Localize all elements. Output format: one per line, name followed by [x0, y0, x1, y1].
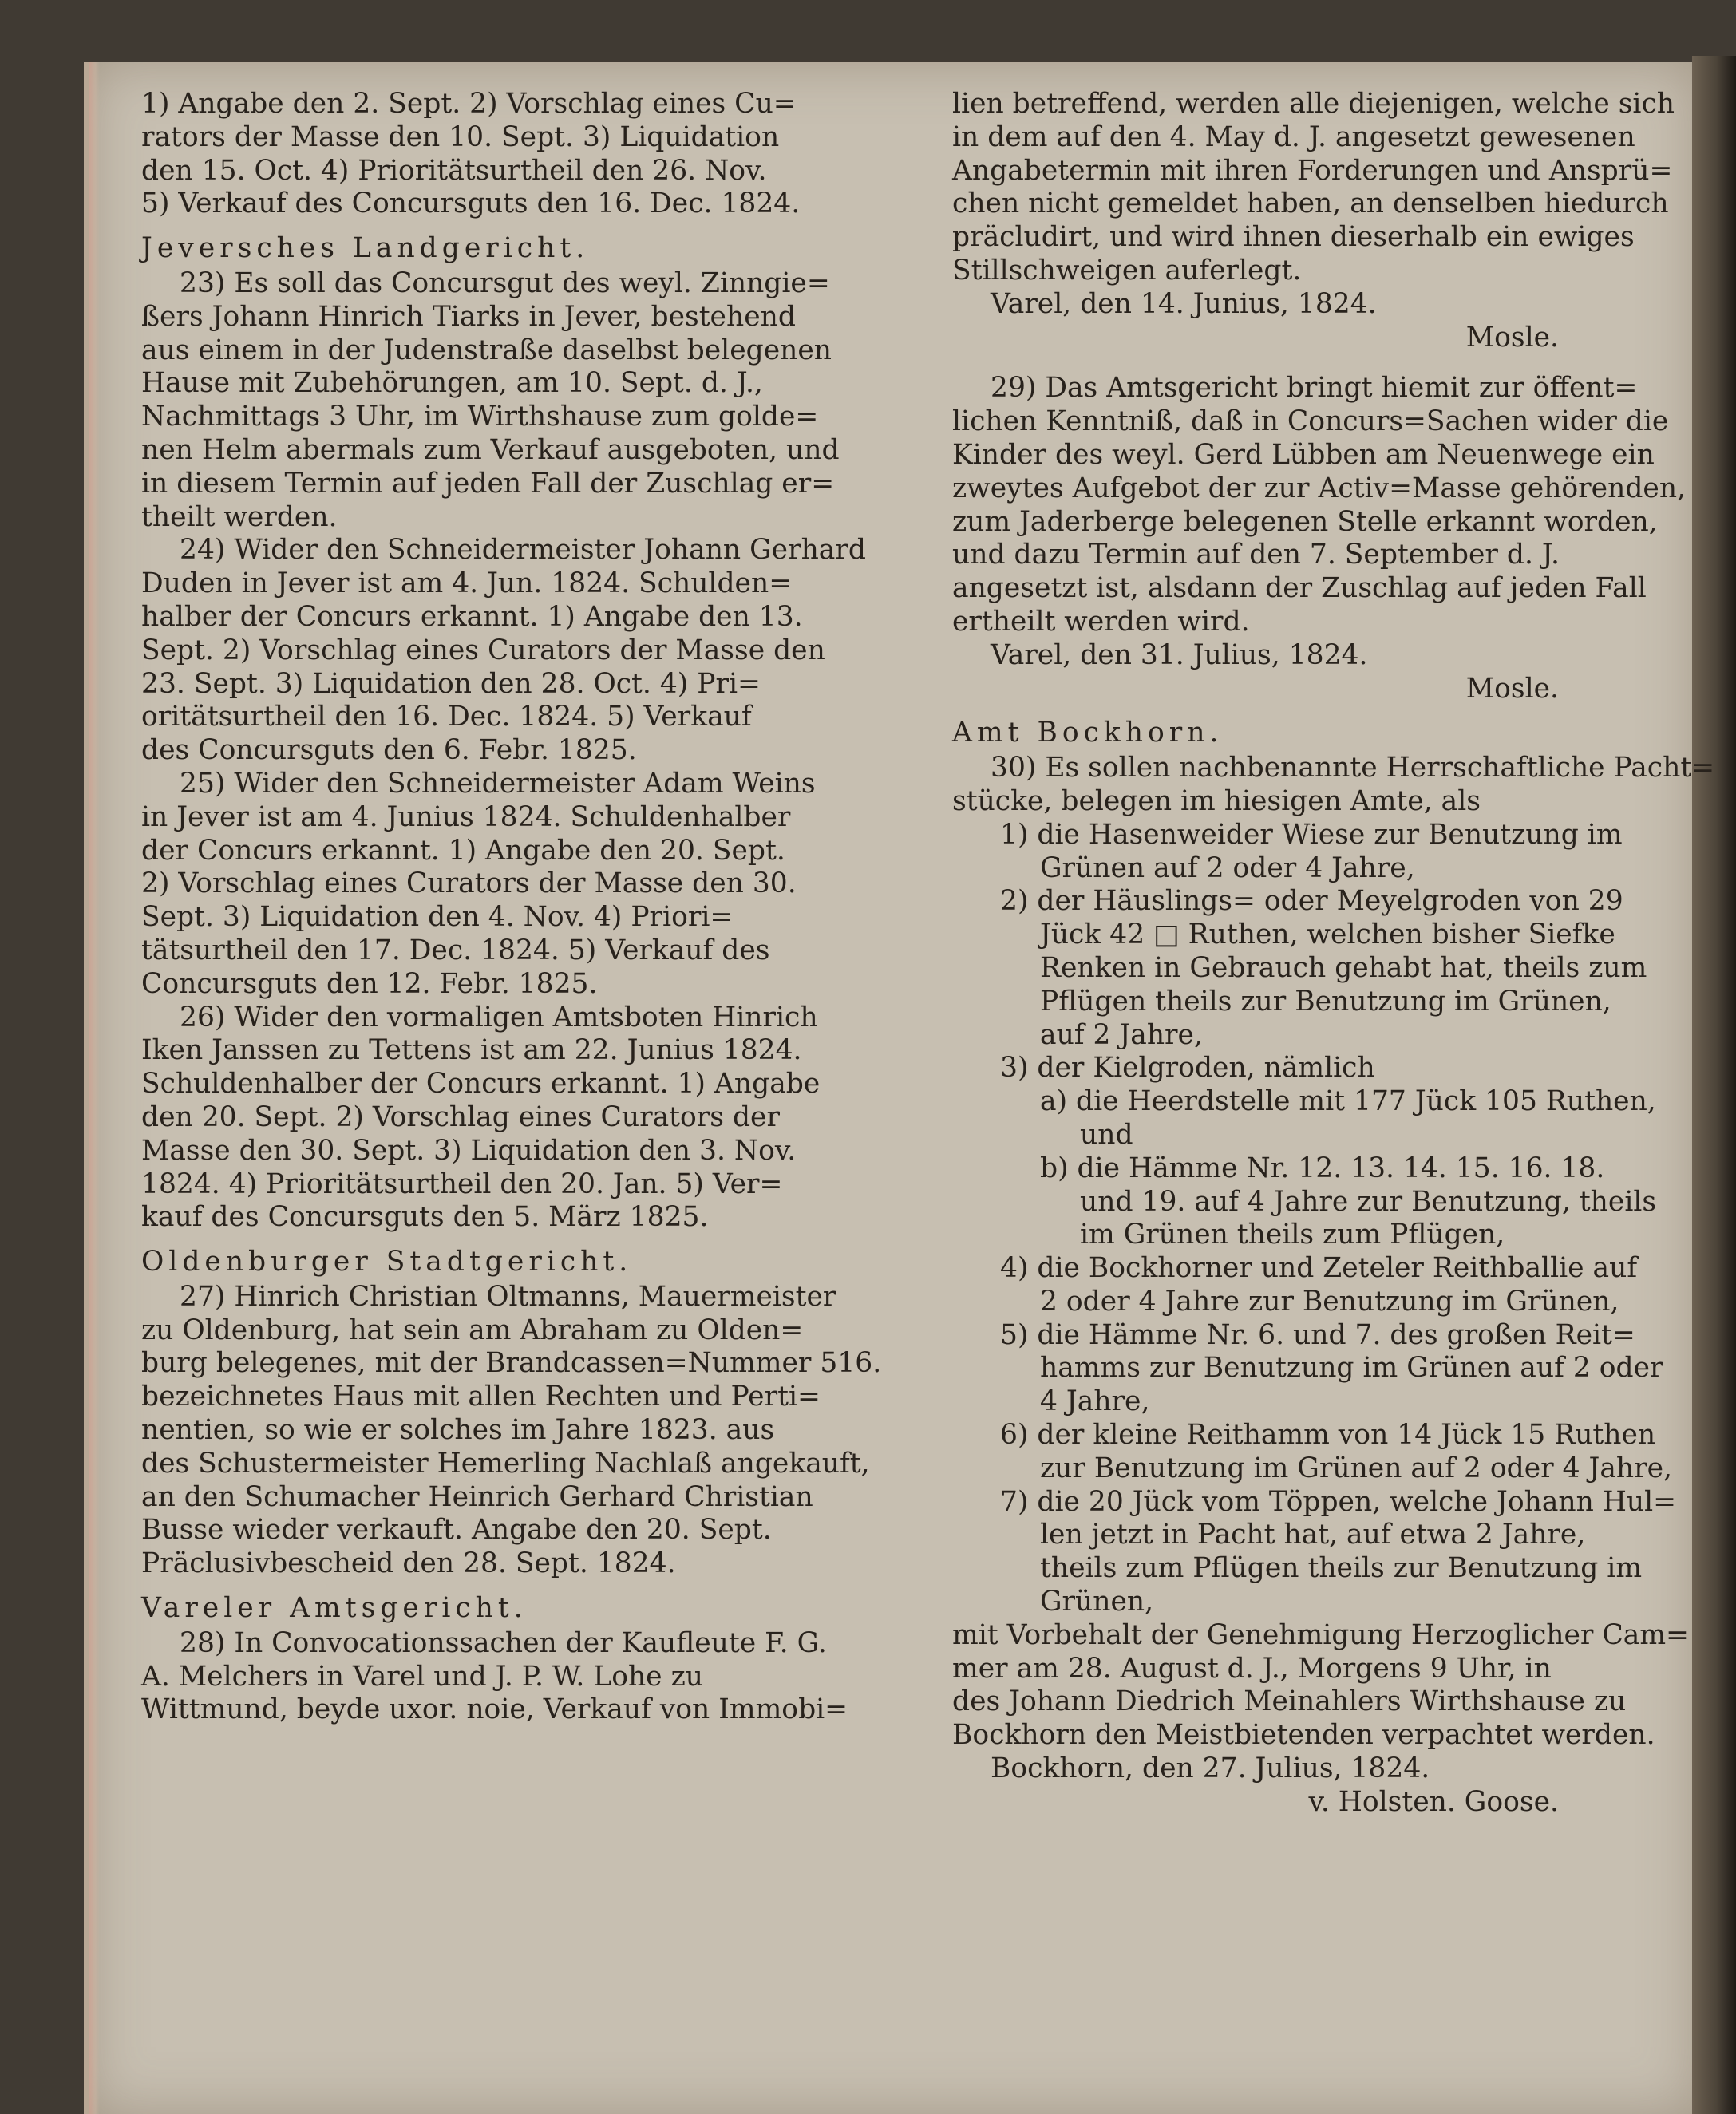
text-line: Concursguts den 12. Febr. 1825.: [141, 967, 598, 1000]
signature-line: Mosle.: [1465, 672, 1559, 705]
section-heading: Jeversches Landgericht.: [141, 232, 590, 265]
sub-list-item-continuation: und 19. auf 4 Jahre zur Benutzung, theils: [1080, 1185, 1657, 1218]
section-heading: Oldenburger Stadtgericht.: [141, 1246, 633, 1278]
text-line: A. Melchers in Varel und J. P. W. Lohe zu: [141, 1660, 703, 1693]
text-line: chen nicht gemeldet haben, an denselben hiedurch: [952, 188, 1669, 220]
text-line: 1824. 4) Prioritätsurtheil den 20. Jan. 5) Ver=: [141, 1168, 783, 1200]
text-line: Duden in Jever ist am 4. Jun. 1824. Schulden=: [141, 567, 793, 600]
text-line: nentien, so wie er solches im Jahre 1823. aus: [141, 1414, 775, 1447]
paragraph-start-line: 27) Hinrich Christian Oltmanns, Mauermeister: [180, 1280, 836, 1313]
text-line: in Jever ist am 4. Junius 1824. Schuldenhalber: [141, 800, 791, 833]
sub-list-item-continuation: und: [1080, 1118, 1133, 1151]
signature-line: Mosle.: [1465, 321, 1559, 354]
text-line: 2) Vorschlag eines Curators der Masse den 30.: [141, 867, 797, 900]
list-item: 2) der Häuslings= oder Meyelgroden von 29: [1000, 885, 1623, 918]
list-item-continuation: 2 oder 4 Jahre zur Benutzung im Grünen,: [1040, 1285, 1619, 1318]
text-line: ßers Johann Hinrich Tiarks in Jever, bestehend: [141, 300, 796, 333]
sub-list-item: a) die Heerdstelle mit 177 Jück 105 Ruthen,: [1040, 1085, 1656, 1118]
list-item-continuation: Renken in Gebrauch gehabt hat, theils zum: [1040, 951, 1647, 984]
text-line: in dem auf den 4. May d. J. angesetzt gewesenen: [952, 121, 1635, 153]
paragraph-start-line: 29) Das Amtsgericht bringt hiemit zur öffent=: [991, 372, 1638, 405]
text-line: Nachmittags 3 Uhr, im Wirthshause zum golde=: [141, 401, 819, 433]
text-line: lien betreffend, werden alle diejenigen, welche sich: [952, 88, 1675, 120]
text-line: nen Helm abermals zum Verkauf ausgeboten, und: [141, 433, 840, 466]
text-line: kauf des Concursguts den 5. März 1825.: [141, 1201, 709, 1234]
text-line: Masse den 30. Sept. 3) Liquidation den 3. Nov.: [141, 1134, 797, 1167]
list-item-continuation: Grünen,: [1040, 1586, 1154, 1618]
text-line: Stillschweigen auferlegt.: [952, 254, 1302, 286]
left-column: [141, 88, 939, 1727]
list-item-continuation: 4 Jahre,: [1040, 1385, 1150, 1418]
text-line: Angabetermin mit ihren Forderungen und Ansprü=: [952, 154, 1673, 187]
paragraph-start-line: 23) Es soll das Concursgut des weyl. Zinngie=: [180, 267, 830, 299]
text-line: ertheilt werden wird.: [952, 605, 1250, 638]
text-line: 5) Verkauf des Concursguts den 16. Dec. 1824.: [141, 188, 801, 220]
paragraph-start-line: Bockhorn, den 27. Julius, 1824.: [991, 1752, 1430, 1785]
sub-list-item: b) die Hämme Nr. 12. 13. 14. 15. 16. 18.: [1040, 1152, 1605, 1184]
paragraph-start-line: Varel, den 31. Julius, 1824.: [991, 638, 1368, 671]
paragraph-start-line: 25) Wider den Schneidermeister Adam Weins: [180, 767, 816, 800]
text-line: Bockhorn den Meistbietenden verpachtet werden.: [952, 1719, 1655, 1752]
text-line: stücke, belegen im hiesigen Amte, als: [952, 784, 1481, 817]
paragraph-start-line: Varel, den 14. Junius, 1824.: [991, 287, 1377, 320]
text-line: des Schustermeister Hemerling Nachlaß angekauft,: [141, 1447, 870, 1480]
text-line: der Concurs erkannt. 1) Angabe den 20. Sept.: [141, 834, 785, 867]
text-line: bezeichnetes Haus mit allen Rechten und Perti=: [141, 1381, 821, 1413]
text-line: mer am 28. August d. J., Morgens 9 Uhr, in: [952, 1652, 1552, 1685]
sub-list-item-continuation: im Grünen theils zum Pflügen,: [1080, 1219, 1505, 1251]
list-item-continuation: auf 2 Jahre,: [1040, 1018, 1203, 1051]
text-line: aus einem in der Judenstraße daselbst belegenen: [141, 334, 832, 366]
list-item: 7) die 20 Jück vom Töppen, welche Johann Hul=: [1000, 1485, 1677, 1518]
text-line: lichen Kenntniß, daß in Concurs=Sachen wider die: [952, 405, 1669, 438]
list-item-continuation: Jück 42 □ Ruthen, welchen bisher Siefke: [1040, 919, 1615, 951]
list-item: 5) die Hämme Nr. 6. und 7. des großen Reit=: [1000, 1318, 1635, 1351]
list-item: 6) der kleine Reithamm von 14 Jück 15 Ruthen: [1000, 1419, 1656, 1452]
text-line: Wittmund, beyde uxor. noie, Verkauf von Immobi=: [141, 1693, 848, 1726]
section-heading: Vareler Amtsgericht.: [141, 1592, 528, 1625]
text-line: den 20. Sept. 2) Vorschlag eines Curators der: [141, 1100, 780, 1133]
list-item-continuation: len jetzt in Pacht hat, auf etwa 2 Jahre,: [1040, 1519, 1586, 1551]
text-line: 1) Angabe den 2. Sept. 2) Vorschlag eines Cu=: [141, 88, 797, 120]
book-spine-edge: [1692, 56, 1736, 2114]
text-line: zu Oldenburg, hat sein am Abraham zu Olden=: [141, 1314, 804, 1346]
signature-line: v. Holsten. Goose.: [1308, 1785, 1559, 1818]
text-line: 23. Sept. 3) Liquidation den 28. Oct. 4) Pri=: [141, 667, 761, 700]
text-line: präcludirt, und wird ihnen dieserhalb ein ewiges: [952, 221, 1635, 254]
text-line: halber der Concurs erkannt. 1) Angabe den 13.: [141, 600, 803, 633]
text-line: burg belegenes, mit der Brandcassen=Nummer 516.: [141, 1347, 882, 1380]
text-line: tätsurtheil den 17. Dec. 1824. 5) Verkauf des: [141, 934, 770, 966]
text-line: Iken Janssen zu Tettens ist am 22. Junius 1824.: [141, 1034, 802, 1067]
right-column: [952, 88, 1715, 1820]
text-line: rators der Masse den 10. Sept. 3) Liquidation: [141, 121, 780, 153]
list-item: 4) die Bockhorner und Zeteler Reithballie auf: [1000, 1252, 1638, 1285]
paragraph-start-line: 24) Wider den Schneidermeister Johann Gerhard: [180, 534, 866, 567]
text-line: Hause mit Zubehörungen, am 10. Sept. d. J.,: [141, 367, 763, 400]
list-item-continuation: zur Benutzung im Grünen auf 2 oder 4 Jahre,: [1040, 1452, 1672, 1484]
list-item-continuation: hamms zur Benutzung im Grünen auf 2 oder: [1040, 1352, 1663, 1385]
text-line: theilt werden.: [141, 500, 338, 533]
paragraph-start-line: 30) Es sollen nachbenannte Herrschaftliche Pacht=: [991, 752, 1715, 784]
text-line: in diesem Termin auf jeden Fall der Zuschlag er=: [141, 467, 835, 500]
text-line: an den Schumacher Heinrich Gerhard Christian: [141, 1480, 813, 1513]
text-line: oritätsurtheil den 16. Dec. 1824. 5) Verkauf: [141, 701, 752, 733]
text-line: mit Vorbehalt der Genehmigung Herzoglicher Cam=: [952, 1618, 1689, 1651]
text-line: des Johann Diedrich Meinahlers Wirthshause zu: [952, 1685, 1627, 1718]
section-heading: Amt Bockhorn.: [952, 717, 1224, 749]
text-line: zweytes Aufgebot der zur Activ=Masse gehörenden,: [952, 472, 1687, 504]
text-line: und dazu Termin auf den 7. September d. J.: [952, 539, 1560, 571]
list-item-continuation: Grünen auf 2 oder 4 Jahre,: [1040, 852, 1415, 884]
list-item-continuation: theils zum Pflügen theils zur Benutzung im: [1040, 1552, 1643, 1585]
text-line: des Concursguts den 6. Febr. 1825.: [141, 734, 637, 767]
paragraph-start-line: 26) Wider den vormaligen Amtsboten Hinrich: [180, 1001, 818, 1033]
text-line: Präclusivbescheid den 28. Sept. 1824.: [141, 1547, 676, 1580]
text-line: Busse wieder verkauft. Angabe den 20. Sept.: [141, 1514, 772, 1547]
text-line: angesetzt ist, alsdann der Zuschlag auf jeden Fall: [952, 572, 1647, 605]
text-line: Sept. 3) Liquidation den 4. Nov. 4) Priori=: [141, 901, 734, 934]
text-line: Sept. 2) Vorschlag eines Curators der Masse den: [141, 634, 825, 666]
list-item: 1) die Hasenweider Wiese zur Benutzung im: [1000, 818, 1623, 851]
paragraph-start-line: 28) In Convocationssachen der Kaufleute F. G.: [180, 1626, 827, 1659]
list-item-continuation: Pflügen theils zur Benutzung im Grünen,: [1040, 985, 1611, 1017]
list-item: 3) der Kielgroden, nämlich: [1000, 1052, 1375, 1085]
text-line: zum Jaderberge belegenen Stelle erkannt worden,: [952, 505, 1658, 538]
paragraph-spacer: [952, 354, 1671, 372]
text-line: den 15. Oct. 4) Prioritätsurtheil den 26. Nov.: [141, 154, 767, 187]
text-line: Schuldenhalber der Concurs erkannt. 1) Angabe: [141, 1068, 821, 1100]
text-line: Kinder des weyl. Gerd Lübben am Neuenwege ein: [952, 438, 1655, 471]
